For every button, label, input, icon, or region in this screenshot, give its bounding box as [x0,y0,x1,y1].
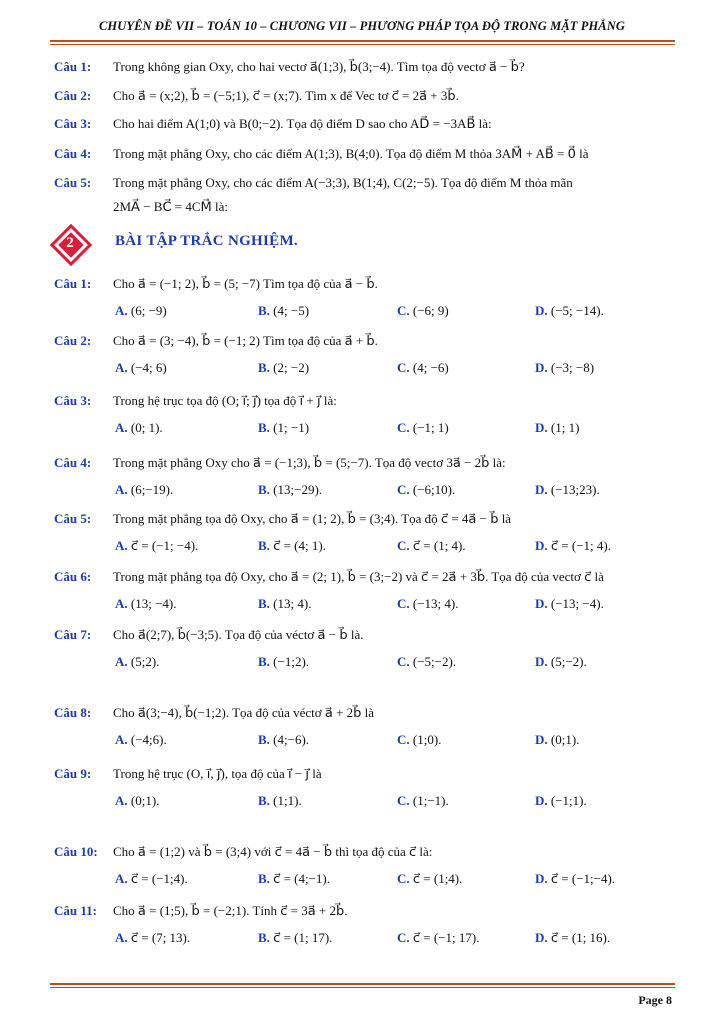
option-value: (6; −9) [130,303,167,318]
option-value: (−1;1). [550,793,587,808]
option-value: (5;2). [130,654,160,669]
option-value: c⃗ = (4;−1). [273,871,331,886]
option-value: (1;1). [273,793,302,808]
option-value: (2; −2) [273,360,310,375]
option-letter: A. [115,303,128,318]
footer-rule-thin [50,987,675,988]
option-value: c⃗ = (7; 13). [130,930,191,945]
answer-option-a[interactable] [115,596,177,612]
option-letter: A. [115,538,128,553]
answer-option-a[interactable] [115,482,173,498]
option-value: (1; −1) [273,420,310,435]
option-value: (4; −5) [273,303,310,318]
option-value: (0;1). [550,732,580,747]
answer-option-b[interactable] [258,482,322,498]
option-value: c⃗ = (1; 16). [550,930,611,945]
option-value: c⃗ = (−1;−4). [550,871,616,886]
option-value: (−13;23). [550,482,600,497]
option-value: (−3; −8) [550,360,595,375]
option-letter: B. [258,360,270,375]
answer-option-a[interactable] [115,871,188,887]
answer-option-d[interactable] [535,732,579,748]
answer-option-c[interactable] [397,871,462,887]
mc-question-label: Câu 5: [54,511,92,526]
answer-option-b[interactable] [258,538,326,554]
option-letter: D. [535,482,548,497]
answer-option-a[interactable] [115,732,167,748]
mc-question-label: Câu 11: [54,903,97,918]
option-letter: A. [115,596,128,611]
option-value: (−5; −14). [550,303,604,318]
answer-option-d[interactable] [535,654,587,670]
answer-option-c[interactable] [397,654,456,670]
question-text-continued: 2MA⃗ − BC⃗ = 4CM⃗ là: [113,199,228,214]
answer-option-b[interactable] [258,793,302,809]
section-title: BÀI TẬP TRẮC NGHIỆM. [115,233,298,249]
answer-option-a[interactable] [115,538,198,554]
page-header: CHUYÊN ĐỀ VII – TOÁN 10 – CHƯƠNG VII – PHƯƠNG PHÁP TỌA ĐỘ TRONG MẶT PHẲNG [98,19,625,33]
answer-option-d[interactable] [535,360,594,376]
option-value: (1; 1) [550,420,580,435]
mc-question-text: Cho a⃗(3;−4), b⃗(−1;2). Tọa độ của véctơ a⃗ + 2b⃗ là [113,705,375,720]
option-value: (4;−6). [273,732,310,747]
option-letter: B. [258,596,270,611]
option-value: c⃗ = (1; 17). [273,930,333,945]
question-label: Câu 3: [54,116,92,131]
option-value: (13; −4). [130,596,177,611]
answer-option-c[interactable] [397,930,479,946]
header-rule [50,40,675,42]
answer-option-d[interactable] [535,793,587,809]
answer-option-c[interactable] [397,303,449,319]
option-letter: C. [397,303,410,318]
option-letter: C. [397,871,410,886]
option-value: c⃗ = (1;4). [412,871,463,886]
option-letter: C. [397,654,410,669]
option-letter: D. [535,420,548,435]
option-letter: C. [397,482,410,497]
option-letter: B. [258,420,270,435]
option-value: (13;−29). [273,482,323,497]
question-text: Cho hai điểm A(1;0) và B(0;−2). Tọa độ điểm D sao cho AD⃗ = −3AB⃗ là: [113,116,492,131]
question-label: Câu 5: [54,175,92,190]
page-number: Page 8 [638,993,672,1007]
option-letter: C. [397,732,410,747]
option-letter: C. [397,420,410,435]
option-value: (1;−1). [412,793,449,808]
answer-option-d[interactable] [535,596,604,612]
option-value: (−1; 1) [412,420,449,435]
option-letter: D. [535,793,548,808]
answer-option-d[interactable] [535,538,611,554]
option-value: c⃗ = (−1; −4). [130,538,199,553]
mc-question-text: Trong hệ trục (O, i⃗, j⃗), tọa độ của i⃗ − j⃗ là [113,766,322,781]
option-letter: C. [397,930,410,945]
option-value: (5;−2). [550,654,587,669]
answer-option-c[interactable] [397,793,449,809]
option-letter: D. [535,930,548,945]
answer-option-d[interactable] [535,482,600,498]
option-letter: A. [115,360,128,375]
option-value: (−5;−2). [412,654,457,669]
header-rule-thin [50,44,675,45]
option-value: (6;−19). [130,482,174,497]
option-letter: C. [397,538,410,553]
mc-question-label: Câu 2: [54,333,92,348]
question-text: Trong không gian Oxy, cho hai vectơ a⃗(1;3), b⃗(3;−4). Tìm tọa độ vectơ a⃗ − b⃗? [113,59,525,74]
option-value: (13; 4). [273,596,312,611]
option-value: c⃗ = (−1;4). [130,871,188,886]
option-value: c⃗ = (−1; 17). [412,930,480,945]
mc-question-label: Câu 8: [54,705,92,720]
answer-option-d[interactable] [535,303,604,319]
answer-option-a[interactable] [115,420,163,436]
option-letter: D. [535,303,548,318]
footer-rule [50,983,675,985]
answer-option-a[interactable] [115,360,167,376]
answer-option-b[interactable] [258,930,332,946]
mc-question-text: Cho a⃗ = (1;5), b⃗ = (−2;1). Tính c⃗ = 3a⃗ + 2b⃗. [113,903,348,918]
mc-question-label: Câu 6: [54,569,92,584]
option-letter: B. [258,871,270,886]
answer-option-c[interactable] [397,360,449,376]
option-letter: D. [535,360,548,375]
mc-question-label: Câu 7: [54,627,92,642]
mc-question-text: Cho a⃗ = (1;2) và b⃗ = (3;4) với c⃗ = 4a⃗ − b⃗ thì tọa độ của c⃗ là: [113,844,433,859]
option-letter: C. [397,596,410,611]
option-letter: C. [397,793,410,808]
answer-option-b[interactable] [258,420,309,436]
option-value: (0; 1). [130,420,163,435]
section-heading [50,225,450,261]
option-value: c⃗ = (1; 4). [412,538,466,553]
option-value: (−1;2). [273,654,310,669]
answer-option-a[interactable] [115,793,159,809]
mc-question-label: Câu 1: [54,276,92,291]
answer-option-c[interactable] [397,538,466,554]
option-letter: B. [258,732,270,747]
answer-option-b[interactable] [258,732,309,748]
mc-question-label: Câu 3: [54,393,92,408]
question-text: Trong mặt phẳng Oxy, cho các điểm A(1;3), B(4;0). Tọa độ điểm M thỏa 3AM⃗ + AB⃗ = 0⃗ là [113,146,589,161]
option-letter: A. [115,930,128,945]
option-letter: B. [258,538,270,553]
answer-option-a[interactable] [115,654,159,670]
question-label: Câu 2: [54,88,92,103]
answer-option-b[interactable] [258,596,311,612]
answer-option-d[interactable] [535,930,610,946]
answer-option-a[interactable] [115,930,190,946]
mc-question-text: Trong mặt phẳng tọa độ Oxy, cho a⃗ = (1; 2), b⃗ = (3;4). Tọa độ c⃗ = 4a⃗ − b⃗ là [113,511,512,526]
answer-option-b[interactable] [258,871,330,887]
option-value: c⃗ = (4; 1). [273,538,326,553]
option-value: (−13; −4). [550,596,604,611]
answer-option-b[interactable] [258,360,309,376]
option-letter: D. [535,732,548,747]
option-letter: A. [115,793,128,808]
mc-question-text: Cho a⃗ = (−1; 2), b⃗ = (5; −7) Tìm tọa độ của a⃗ − b⃗. [113,276,378,291]
option-value: (−4; 6) [130,360,167,375]
option-letter: B. [258,303,270,318]
option-value: (0;1). [130,793,160,808]
option-value: c⃗ = (−1; 4). [550,538,611,553]
option-value: (1;0). [412,732,442,747]
option-letter: A. [115,732,128,747]
option-value: (−13; 4). [412,596,459,611]
option-letter: B. [258,793,270,808]
option-letter: A. [115,871,128,886]
option-letter: B. [258,930,270,945]
answer-option-a[interactable] [115,303,167,319]
question-text: Cho a⃗ = (x;2), b⃗ = (−5;1), c⃗ = (x;7). Tìm x để Vec tơ c⃗ = 2a⃗ + 3b⃗. [113,88,459,103]
answer-option-c[interactable] [397,420,449,436]
question-label: Câu 4: [54,146,92,161]
answer-option-c[interactable] [397,482,455,498]
option-letter: A. [115,654,128,669]
option-letter: D. [535,596,548,611]
option-letter: B. [258,654,270,669]
mc-question-label: Câu 9: [54,766,92,781]
answer-option-b[interactable] [258,303,309,319]
answer-option-d[interactable] [535,420,579,436]
mc-question-label: Câu 10: [54,844,98,859]
option-letter: D. [535,871,548,886]
option-letter: C. [397,360,410,375]
answer-option-c[interactable] [397,732,441,748]
option-value: (−4;6). [130,732,167,747]
mc-question-text: Cho a⃗ = (3; −4), b⃗ = (−1; 2) Tìm tọa độ của a⃗ + b⃗. [113,333,378,348]
answer-option-d[interactable] [535,871,615,887]
mc-question-text: Trong mặt phẳng Oxy cho a⃗ = (−1;3), b⃗ = (5;−7). Tọa độ vectơ 3a⃗ − 2b⃗ là: [113,455,506,470]
option-value: (−6; 9) [412,303,449,318]
question-label: Câu 1: [54,59,92,74]
option-letter: B. [258,482,270,497]
mc-question-text: Trong hệ trục tọa độ (O; i⃗; j⃗) tọa độ i⃗ + j⃗ là: [113,393,337,408]
mc-question-text: Trong mặt phẳng tọa độ Oxy, cho a⃗ = (2; 1), b⃗ = (3;−2) và c⃗ = 2a⃗ + 3b⃗. Tọa độ của vectơ c⃗ là [113,569,604,584]
option-letter: A. [115,420,128,435]
answer-option-b[interactable] [258,654,309,670]
question-text: Trong mặt phẳng Oxy, cho các điểm A(−3;3), B(1;4), C(2;−5). Tọa độ điểm M thỏa mãn [113,175,573,190]
option-value: (4; −6) [412,360,449,375]
option-value: (−6;10). [412,482,456,497]
answer-option-c[interactable] [397,596,459,612]
option-letter: A. [115,482,128,497]
option-letter: D. [535,538,548,553]
mc-question-label: Câu 4: [54,455,92,470]
section-number: 2 [66,235,74,251]
mc-question-text: Cho a⃗(2;7), b⃗(−3;5). Tọa độ của véctơ a⃗ − b⃗ là. [113,627,364,642]
option-letter: D. [535,654,548,669]
